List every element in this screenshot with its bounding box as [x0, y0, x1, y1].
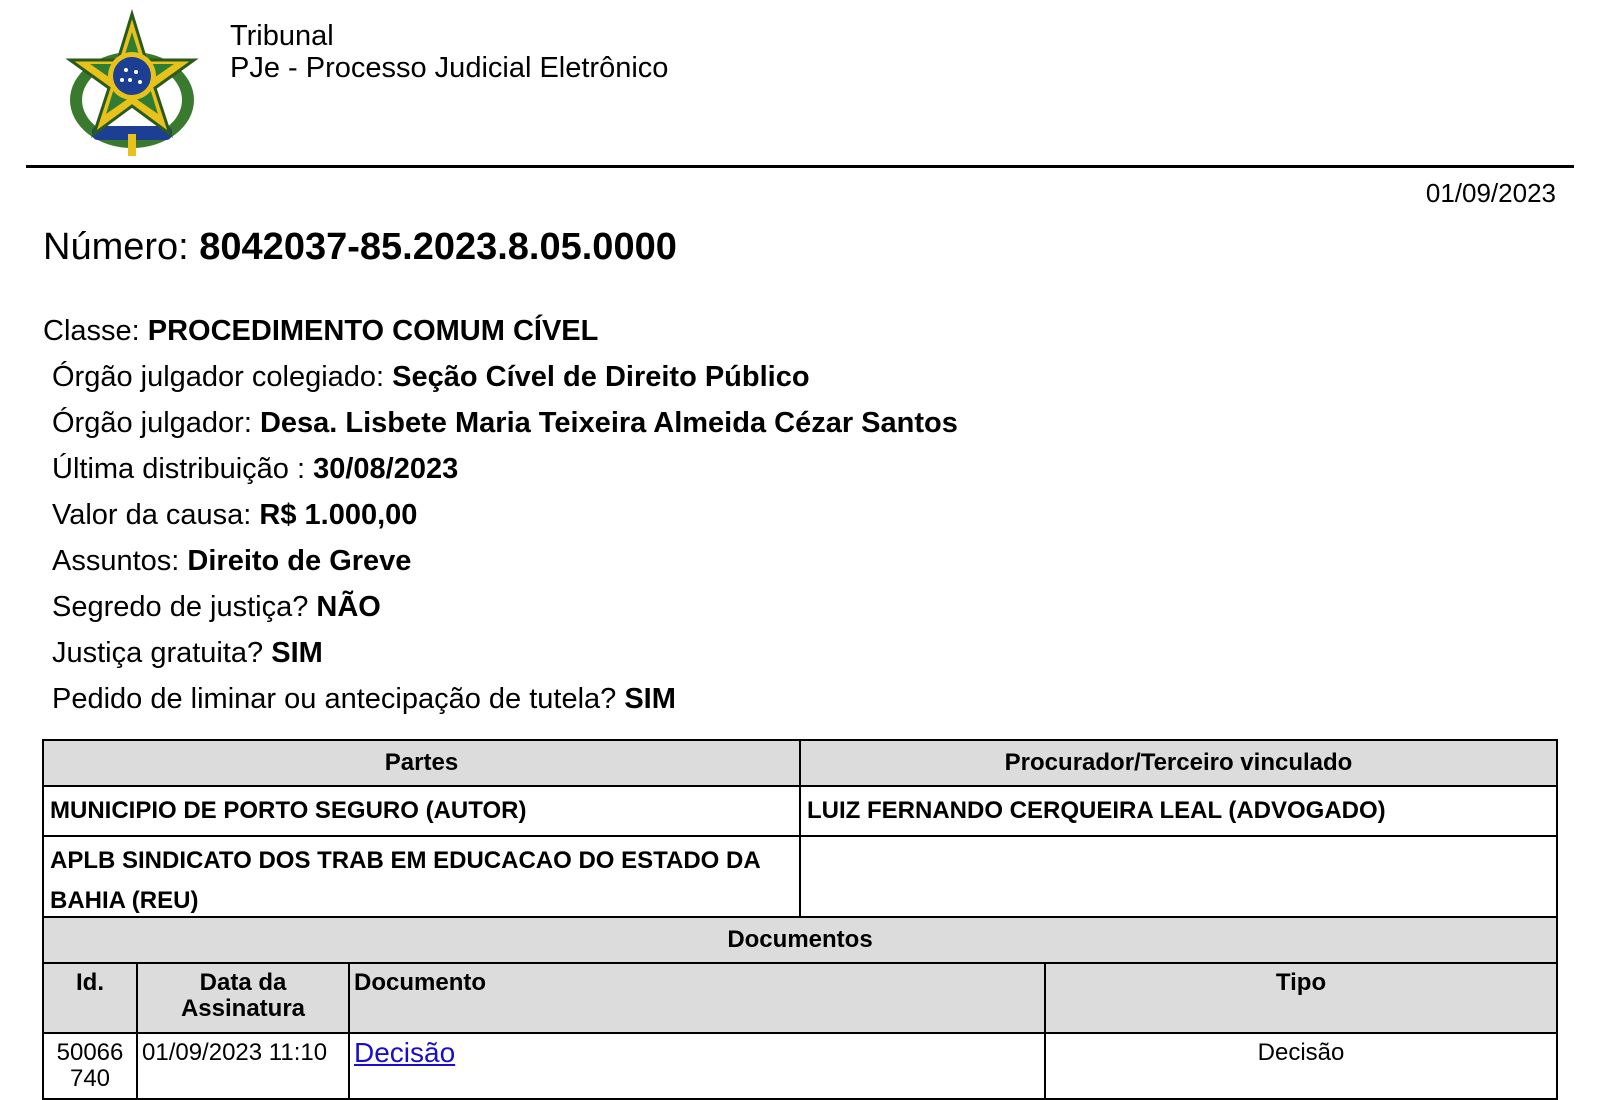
field-value: R$ 1.000,00 — [259, 499, 418, 531]
documentos-table — [42, 916, 1558, 1100]
brazil-coat-of-arms-icon — [62, 8, 202, 160]
doc-id: 50066 740 — [56, 1039, 124, 1092]
partes-table — [42, 739, 1558, 927]
header-divider — [26, 165, 1574, 168]
doc-id-cell — [43, 1033, 137, 1099]
col-id: Id. — [43, 963, 137, 1033]
partes-header: Partes — [43, 740, 800, 786]
field-label: Órgão julgador colegiado: — [52, 361, 393, 393]
field-valor-causa — [43, 492, 958, 538]
field-label: Última distribuição : — [52, 453, 314, 485]
document-header — [0, 0, 1600, 168]
tribunal-title: Tribunal — [230, 20, 334, 52]
field-label: Valor da causa: — [52, 499, 260, 531]
field-label: Pedido de liminar ou antecipação de tutela? — [52, 683, 625, 715]
process-fields — [43, 308, 958, 722]
field-value: Desa. Lisbete Maria Teixeira Almeida Cézar Santos — [259, 407, 958, 439]
col-data-assinatura: Data da Assinatura — [137, 963, 349, 1033]
field-label: Assuntos: — [52, 545, 188, 577]
field-label: Órgão julgador: — [52, 407, 260, 439]
field-classe — [43, 308, 958, 354]
field-segredo-justica — [43, 584, 958, 630]
doc-documento-cell — [349, 1033, 1045, 1099]
process-number-value: 8042037-85.2023.8.05.0000 — [199, 226, 677, 268]
field-justica-gratuita — [43, 630, 958, 676]
field-value: PROCEDIMENTO COMUM CÍVEL — [147, 315, 599, 347]
field-label: Justiça gratuita? — [52, 637, 272, 669]
field-value: SIM — [271, 637, 323, 669]
col-documento: Documento — [349, 963, 1045, 1033]
procurador-cell: LUIZ FERNANDO CERQUEIRA LEAL (ADVOGADO) — [800, 786, 1557, 836]
field-orgao-colegiado — [43, 354, 958, 400]
field-value: NÃO — [316, 591, 381, 623]
field-label: Segredo de justiça? — [52, 591, 317, 623]
table-row — [43, 1033, 1557, 1099]
field-value: Direito de Greve — [187, 545, 412, 577]
doc-tipo-cell: Decisão — [1045, 1033, 1557, 1099]
document-link[interactable]: Decisão — [354, 1037, 456, 1068]
table-row — [43, 836, 1557, 926]
document-date: 01/09/2023 — [1425, 178, 1556, 208]
field-pedido-liminar — [43, 676, 958, 722]
procurador-cell — [800, 836, 1557, 926]
field-assuntos — [43, 538, 958, 584]
process-number-label: Número: — [43, 226, 189, 268]
system-title: PJe - Processo Judicial Eletrônico — [230, 52, 669, 84]
field-value: SIM — [624, 683, 676, 715]
field-value: 30/08/2023 — [313, 453, 459, 485]
field-value: Seção Cível de Direito Público — [392, 361, 810, 393]
field-orgao-julgador — [43, 400, 958, 446]
table-row — [43, 786, 1557, 836]
field-ultima-distribuicao — [43, 446, 958, 492]
doc-data-cell: 01/09/2023 11:10 — [137, 1033, 349, 1099]
col-tipo: Tipo — [1045, 963, 1557, 1033]
parte-cell: APLB SINDICATO DOS TRAB EM EDUCACAO DO ESTADO DA BAHIA (REU) — [43, 836, 800, 926]
process-number — [43, 226, 677, 269]
procurador-header: Procurador/Terceiro vinculado — [800, 740, 1557, 786]
field-label: Classe: — [43, 315, 148, 347]
parte-cell: MUNICIPIO DE PORTO SEGURO (AUTOR) — [43, 786, 800, 836]
documentos-title: Documentos — [43, 917, 1557, 963]
